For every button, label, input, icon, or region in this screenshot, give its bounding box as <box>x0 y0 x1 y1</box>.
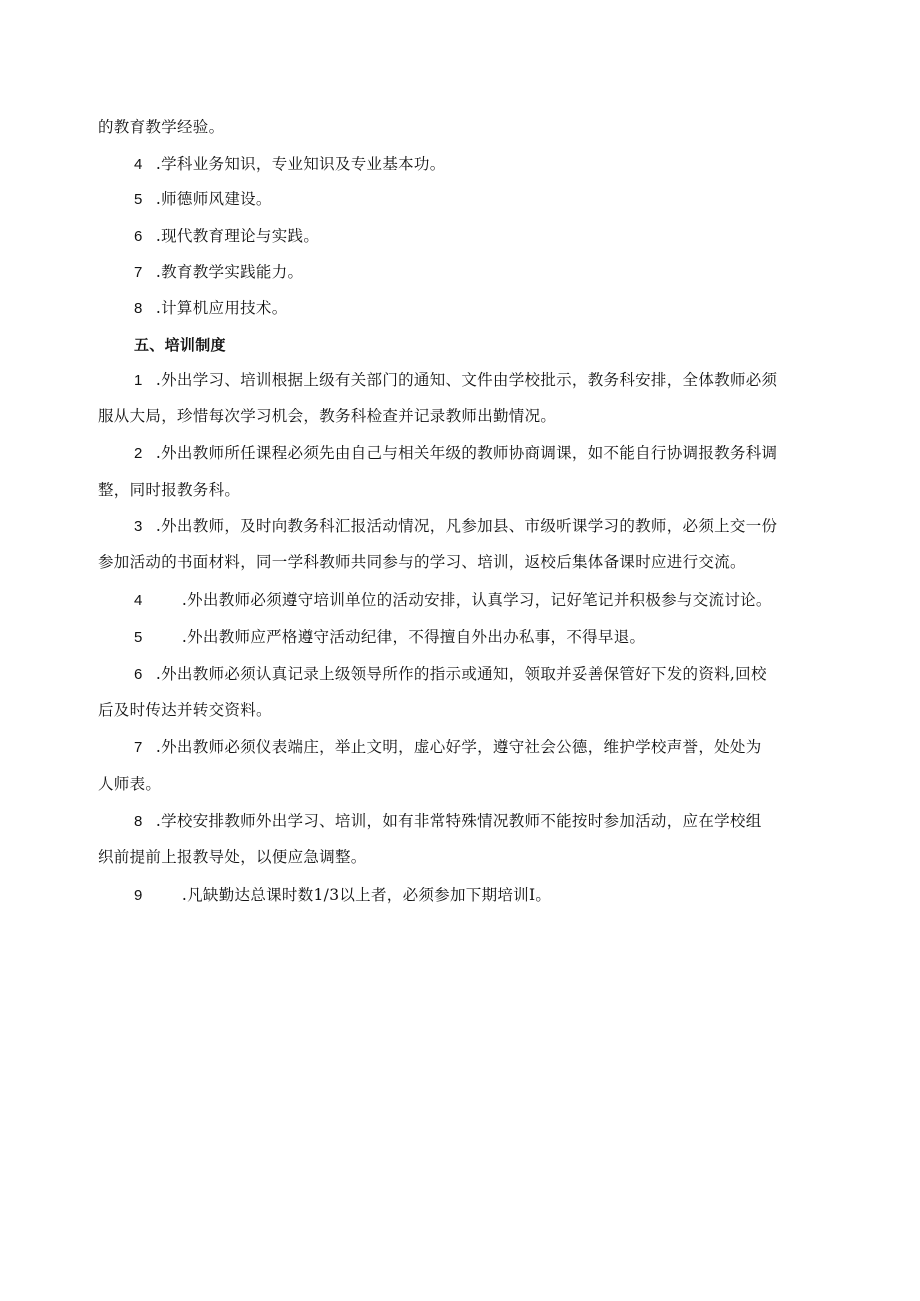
rule-number: 7 <box>134 739 143 756</box>
rule-text: .外出教师必须遵守培训单位的活动安排，认真学习，记好笔记并积极参与交流讨论。 <box>181 591 772 609</box>
rule-number: 3 <box>134 518 143 535</box>
list-item-number: 4 <box>134 156 143 173</box>
rule-continuation: 整，同时报教务科。 <box>98 481 241 499</box>
rule-number: 6 <box>134 666 143 683</box>
list-item-text: .师德师风建设。 <box>155 190 272 208</box>
rule-item <box>134 516 777 537</box>
rule-text: .学校安排教师外出学习、培训，如有非常特殊情况教师不能按时参加活动，应在学校组 <box>155 812 762 830</box>
rule-number: 8 <box>134 813 143 830</box>
list-item <box>134 154 446 175</box>
list-item-number: 6 <box>134 228 143 245</box>
list-item <box>134 262 303 283</box>
rule-item <box>134 590 772 611</box>
list-item-text: .学科业务知识，专业知识及专业基本功。 <box>155 155 446 173</box>
list-item-text: .现代教育理论与实践。 <box>155 227 320 245</box>
list-item-number: 8 <box>134 300 143 317</box>
rule-continuation: 参加活动的书面材料，同一学科教师共同参与的学习、培训，返校后集体备课时应进行交流。 <box>98 553 746 571</box>
rule-continuation: 织前提前上报教导处，以便应急调整。 <box>98 848 367 866</box>
rule-item <box>134 737 762 758</box>
rule-text: .外出教师必须仪表端庄，举止文明，虚心好学，遵守社会公德，维护学校声誉，处处为 <box>155 738 762 756</box>
rule-text: .外出教师必须认真记录上级领导所作的指示或通知，领取并妥善保管好下发的资料,回校 <box>155 665 767 683</box>
rule-number: 9 <box>134 887 143 904</box>
list-item <box>134 189 272 210</box>
rule-text: .外出教师所任课程必须先由自己与相关年级的教师协商调课，如不能自行协调报教务科调 <box>155 444 778 462</box>
list-item-number: 7 <box>134 264 143 281</box>
rule-item <box>134 885 551 906</box>
rule-continuation: 服从大局，珍惜每次学习机会，教务科检查并记录教师出勤情况。 <box>98 407 557 425</box>
rule-number: 4 <box>134 592 143 609</box>
rule-continuation: 人师表。 <box>98 775 162 793</box>
rule-number: 1 <box>134 372 143 389</box>
rule-item <box>134 370 777 391</box>
rule-continuation: 后及时传达并转交资料。 <box>98 701 272 719</box>
section-heading: 五、培训制度 <box>134 336 226 354</box>
rule-item <box>134 627 645 648</box>
list-item <box>134 226 319 247</box>
rule-text: .外出学习、培训根据上级有关部门的通知、文件由学校批示，教务科安排，全体教师必须 <box>155 371 778 389</box>
list-item-text: .计算机应用技术。 <box>155 299 288 317</box>
list-item-number: 5 <box>134 191 143 208</box>
rule-text: .外出教师应严格遵守活动纪律，不得擅自外出办私事，不得早退。 <box>181 628 646 646</box>
rule-number: 2 <box>134 445 143 462</box>
rule-item <box>134 811 762 832</box>
list-item <box>134 298 288 319</box>
list-item-text: .教育教学实践能力。 <box>155 263 304 281</box>
rule-text: .外出教师，及时向教务科汇报活动情况，凡参加县、市级听课学习的教师，必须上交一份 <box>155 517 778 535</box>
rule-item <box>134 443 777 464</box>
rule-number: 5 <box>134 629 143 646</box>
rule-text: .凡缺勤达总课时数1/3以上者，必须参加下期培训I。 <box>181 886 552 904</box>
rule-item <box>134 664 767 685</box>
continuation-text: 的教育教学经验。 <box>98 118 225 136</box>
